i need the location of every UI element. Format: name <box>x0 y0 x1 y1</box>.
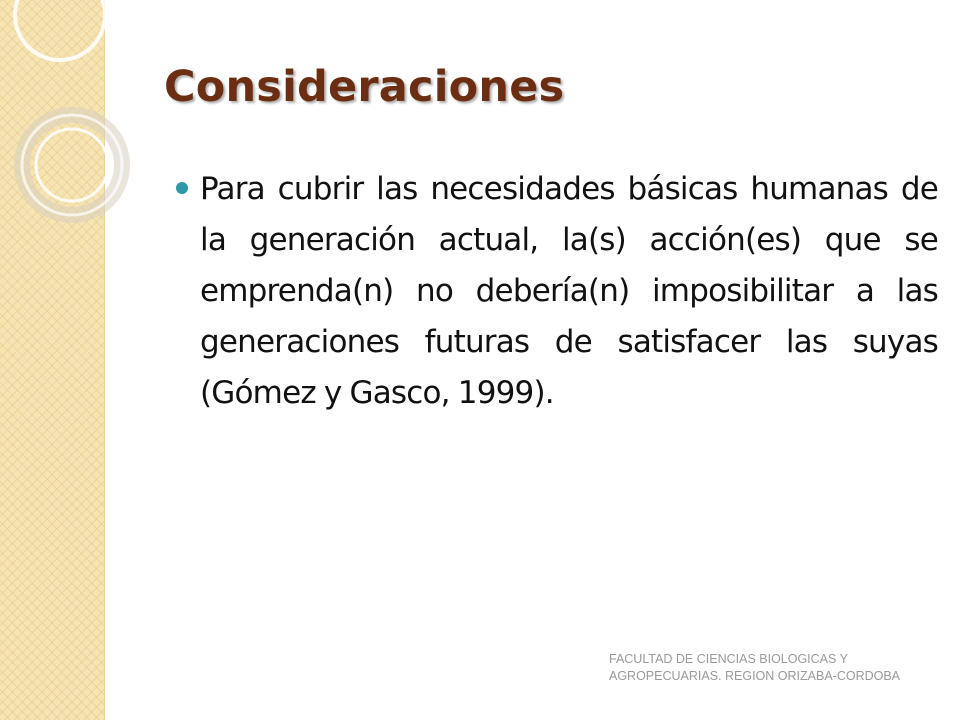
list-item <box>176 164 938 419</box>
decorative-side-band <box>0 0 105 720</box>
bullet-icon <box>176 182 188 194</box>
bullet-text: Para cubrir las necesidades básicas humanas de la generación actual, la(s) acción(es) que se emprenda(n) no debería(n) imposibilitar a las generaciones futuras de satisfacer las suyas (Gómez y Gasco, 1999). <box>200 171 938 411</box>
bullet-list <box>176 164 938 419</box>
footer-text: FACULTAD DE CIENCIAS BIOLOGICAS Y AGROPECUARIAS. REGION ORIZABA-CORDOBA <box>609 652 901 683</box>
slide-title: Consideraciones <box>164 62 565 112</box>
